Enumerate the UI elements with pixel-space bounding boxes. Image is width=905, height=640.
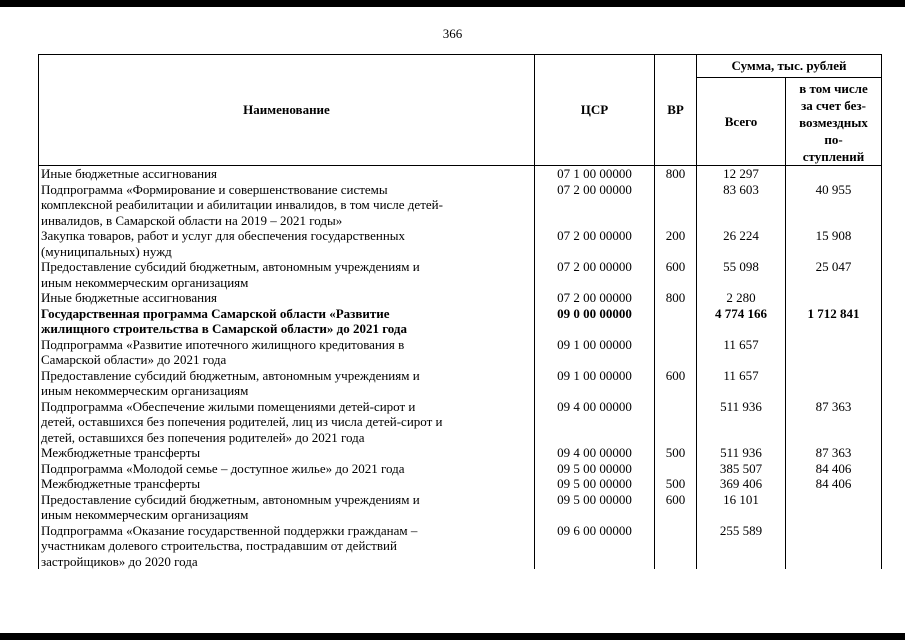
cell-free-receipts: [786, 166, 882, 182]
cell-free-receipts: [786, 523, 882, 570]
table-row: [39, 306, 882, 337]
name-line: иным некоммерческим организациям: [41, 507, 249, 522]
cell-total: 11 657: [697, 337, 786, 368]
name-line: Предоставление субсидий бюджетным, автономным учреждениям и: [41, 259, 420, 274]
cell-csr: 09 0 00 00000: [535, 306, 655, 337]
header-free-receipts: [786, 78, 882, 166]
cell-name: [39, 476, 535, 492]
name-line: Иные бюджетные ассигнования: [41, 290, 218, 305]
name-line: Подпрограмма «Молодой семье – доступное жилье» до 2021 года: [41, 460, 405, 476]
header-total: Всего: [697, 78, 786, 166]
cell-name: [39, 337, 535, 368]
cell-csr: 07 2 00 00000: [535, 290, 655, 306]
name-line: иным некоммерческим организациям: [41, 274, 249, 290]
page-number: 366: [442, 26, 463, 41]
name-line: Межбюджетные трансферты: [41, 445, 201, 460]
table-header: [39, 55, 882, 166]
cell-total: 12 297: [697, 166, 786, 182]
cell-csr: 09 5 00 00000: [535, 492, 655, 523]
name-line: Государственная программа Самарской области «Развитие: [41, 305, 390, 321]
name-line: Подпрограмма «Обеспечение жилыми помещениями детей-сирот и: [41, 398, 416, 414]
bottom-rule: [0, 633, 905, 640]
cell-name: [39, 306, 535, 337]
header-free-line: в том числе: [799, 81, 868, 96]
cell-vr: 600: [655, 368, 697, 399]
cell-total: 16 101: [697, 492, 786, 523]
cell-vr: 600: [655, 492, 697, 523]
cell-name: [39, 492, 535, 523]
cell-vr: 800: [655, 166, 697, 182]
cell-free-receipts: [786, 368, 882, 399]
cell-vr: 500: [655, 445, 697, 461]
table-row: [39, 182, 882, 229]
cell-total: 385 507: [697, 461, 786, 477]
cell-name: [39, 399, 535, 446]
cell-free-receipts: 1 712 841: [786, 306, 882, 337]
name-line: Подпрограмма «Оказание государственной поддержки гражданам –: [41, 522, 418, 538]
header-free-line: по-: [824, 132, 843, 147]
cell-free-receipts: [786, 492, 882, 523]
header-free-line: возмездных: [799, 115, 868, 130]
name-line: комплексной реабилитации и абилитации инвалидов, в том числе детей-: [41, 197, 443, 212]
cell-csr: 09 1 00 00000: [535, 337, 655, 368]
header-name: Наименование: [39, 55, 535, 166]
cell-total: 255 589: [697, 523, 786, 570]
cell-name: [39, 461, 535, 477]
top-rule: [0, 0, 905, 7]
cell-name: [39, 290, 535, 306]
table-row: [39, 445, 882, 461]
name-line: Подпрограмма «Формирование и совершенствование системы: [41, 181, 388, 197]
cell-name: [39, 259, 535, 290]
name-line: Предоставление субсидий бюджетным, автономным учреждениям и: [41, 367, 420, 383]
cell-csr: 09 4 00 00000: [535, 399, 655, 446]
cell-vr: 500: [655, 476, 697, 492]
cell-total: 2 280: [697, 290, 786, 306]
cell-name: [39, 368, 535, 399]
cell-name: [39, 445, 535, 461]
cell-vr: [655, 523, 697, 570]
name-line: участникам долевого строительства, пострадавшим от действий: [41, 538, 397, 553]
cell-total: 83 603: [697, 182, 786, 229]
cell-free-receipts: 84 406: [786, 461, 882, 477]
table-body: [39, 166, 882, 570]
name-line: инвалидов, в Самарской области на 2019 – 2021 годы»: [41, 212, 343, 228]
cell-total: 11 657: [697, 368, 786, 399]
table-row: [39, 492, 882, 523]
header-free-line: ступлений: [802, 149, 865, 164]
cell-csr: 07 2 00 00000: [535, 182, 655, 229]
cell-free-receipts: [786, 290, 882, 306]
cell-name: [39, 228, 535, 259]
header-sum-group: Сумма, тыс. рублей: [697, 55, 882, 78]
cell-name: [39, 523, 535, 570]
cell-csr: 09 1 00 00000: [535, 368, 655, 399]
cell-total: 26 224: [697, 228, 786, 259]
table-row: [39, 228, 882, 259]
cell-csr: 07 1 00 00000: [535, 166, 655, 182]
cell-csr: 09 6 00 00000: [535, 523, 655, 570]
table-row: [39, 523, 882, 570]
header-free-line: за счет без-: [801, 98, 866, 113]
table-row: [39, 399, 882, 446]
name-line: жилищного строительства в Самарской области» до 2021 года: [41, 321, 407, 336]
cell-free-receipts: 25 047: [786, 259, 882, 290]
table-row: [39, 166, 882, 182]
cell-total: 511 936: [697, 399, 786, 446]
table-row: [39, 290, 882, 306]
cell-free-receipts: 40 955: [786, 182, 882, 229]
cell-vr: 200: [655, 228, 697, 259]
cell-vr: [655, 337, 697, 368]
cell-vr: 600: [655, 259, 697, 290]
name-line: Иные бюджетные ассигнования: [41, 166, 218, 181]
cell-vr: 800: [655, 290, 697, 306]
cell-vr: [655, 461, 697, 477]
cell-csr: 07 2 00 00000: [535, 228, 655, 259]
cell-free-receipts: 84 406: [786, 476, 882, 492]
cell-free-receipts: 15 908: [786, 228, 882, 259]
cell-name: [39, 166, 535, 182]
name-line: Предоставление субсидий бюджетным, автономным учреждениям и: [41, 491, 420, 507]
header-vr: ВР: [655, 55, 697, 166]
header-csr: ЦСР: [535, 55, 655, 166]
name-line: иным некоммерческим организациям: [41, 383, 249, 398]
name-line: Закупка товаров, работ и услуг для обеспечения государственных: [41, 228, 406, 243]
name-line: Подпрограмма «Развитие ипотечного жилищного кредитования в: [41, 336, 405, 352]
cell-csr: 09 5 00 00000: [535, 476, 655, 492]
name-line: Самарской области» до 2021 года: [41, 352, 227, 367]
table-row: [39, 368, 882, 399]
cell-free-receipts: 87 363: [786, 399, 882, 446]
cell-free-receipts: 87 363: [786, 445, 882, 461]
cell-csr: 09 4 00 00000: [535, 445, 655, 461]
name-line: детей, оставшихся без попечения родителей» до 2021 года: [41, 429, 365, 445]
cell-total: 369 406: [697, 476, 786, 492]
cell-vr: [655, 399, 697, 446]
cell-free-receipts: [786, 337, 882, 368]
cell-total: 4 774 166: [697, 306, 786, 337]
budget-table: [38, 54, 882, 569]
name-line: (муниципальных) нужд: [41, 243, 172, 259]
cell-total: 55 098: [697, 259, 786, 290]
cell-csr: 09 5 00 00000: [535, 461, 655, 477]
name-line: детей, оставшихся без попечения родителей, лиц из числа детей-сирот и: [41, 414, 443, 429]
name-line: застройщиков» до 2020 года: [41, 553, 198, 569]
name-line: Межбюджетные трансферты: [41, 476, 201, 491]
cell-vr: [655, 182, 697, 229]
table-row: [39, 476, 882, 492]
cell-vr: [655, 306, 697, 337]
table-row: [39, 461, 882, 477]
cell-total: 511 936: [697, 445, 786, 461]
table-row: [39, 259, 882, 290]
cell-name: [39, 182, 535, 229]
table-row: [39, 337, 882, 368]
cell-csr: 07 2 00 00000: [535, 259, 655, 290]
